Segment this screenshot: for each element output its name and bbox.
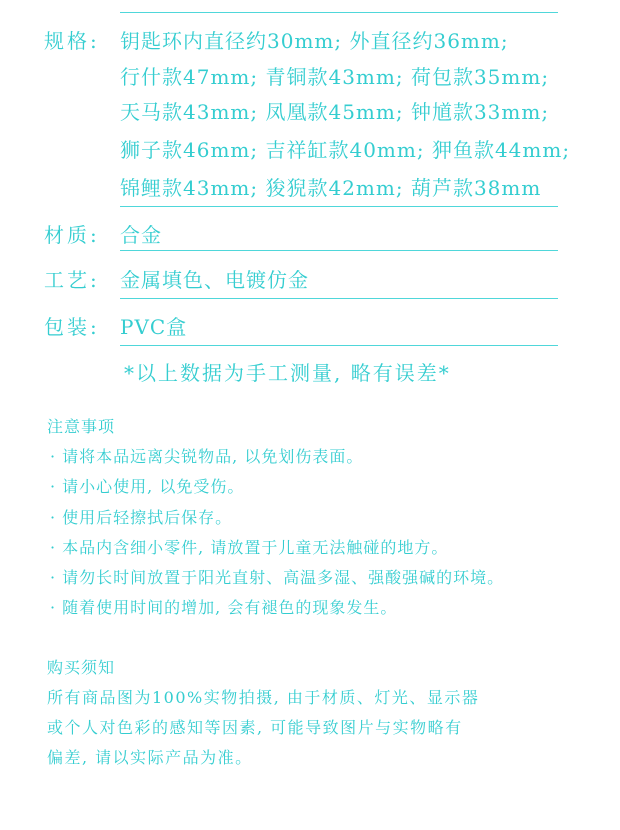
notice-title: 注意事项	[47, 417, 116, 436]
measurement-note: *以上数据为手工测量, 略有误差*	[124, 361, 451, 385]
notice-item: · 请将本品远离尖锐物品, 以免划伤表面。	[50, 447, 364, 466]
notice-item: · 请小心使用, 以免受伤。	[50, 477, 245, 496]
divider	[120, 298, 558, 299]
divider	[120, 250, 558, 251]
spec-packaging-label: 包装:	[44, 315, 100, 339]
spec-size-line: 锦鲤款43mm; 狻猊款42mm; 葫芦款38mm	[120, 176, 542, 200]
divider	[120, 206, 558, 207]
spec-size-line: 天马款43mm; 凤凰款45mm; 钟馗款33mm;	[120, 100, 550, 124]
notice-item: · 随着使用时间的增加, 会有褪色的现象发生。	[50, 598, 398, 617]
purchase-line: 偏差, 请以实际产品为准。	[47, 748, 253, 767]
spec-size-line: 狮子款46mm; 吉祥缸款40mm; 狎鱼款44mm;	[120, 138, 571, 162]
spec-craft-label: 工艺:	[44, 268, 100, 292]
notice-item: · 本品内含细小零件, 请放置于儿童无法触碰的地方。	[50, 538, 449, 557]
notice-item: · 使用后轻擦拭后保存。	[50, 508, 233, 527]
spec-size-line: 钥匙环内直径约30mm; 外直径约36mm;	[120, 29, 509, 53]
spec-material-value: 合金	[120, 223, 162, 247]
spec-size-line: 行什款47mm; 青铜款43mm; 荷包款35mm;	[120, 65, 550, 89]
purchase-line: 所有商品图为100%实物拍摄, 由于材质、灯光、显示器	[47, 688, 480, 707]
spec-material-label: 材质:	[44, 223, 100, 247]
spec-packaging-value: PVC盒	[120, 315, 188, 339]
purchase-line: 或个人对色彩的感知等因素, 可能导致图片与实物略有	[47, 718, 463, 737]
spec-size-label: 规格:	[44, 29, 100, 53]
divider	[120, 345, 558, 346]
purchase-title: 购买须知	[47, 658, 116, 677]
spec-craft-value: 金属填色、电镀仿金	[120, 268, 309, 292]
notice-item: · 请勿长时间放置于阳光直射、高温多湿、强酸强碱的环境。	[50, 568, 505, 587]
divider-top	[120, 12, 558, 13]
